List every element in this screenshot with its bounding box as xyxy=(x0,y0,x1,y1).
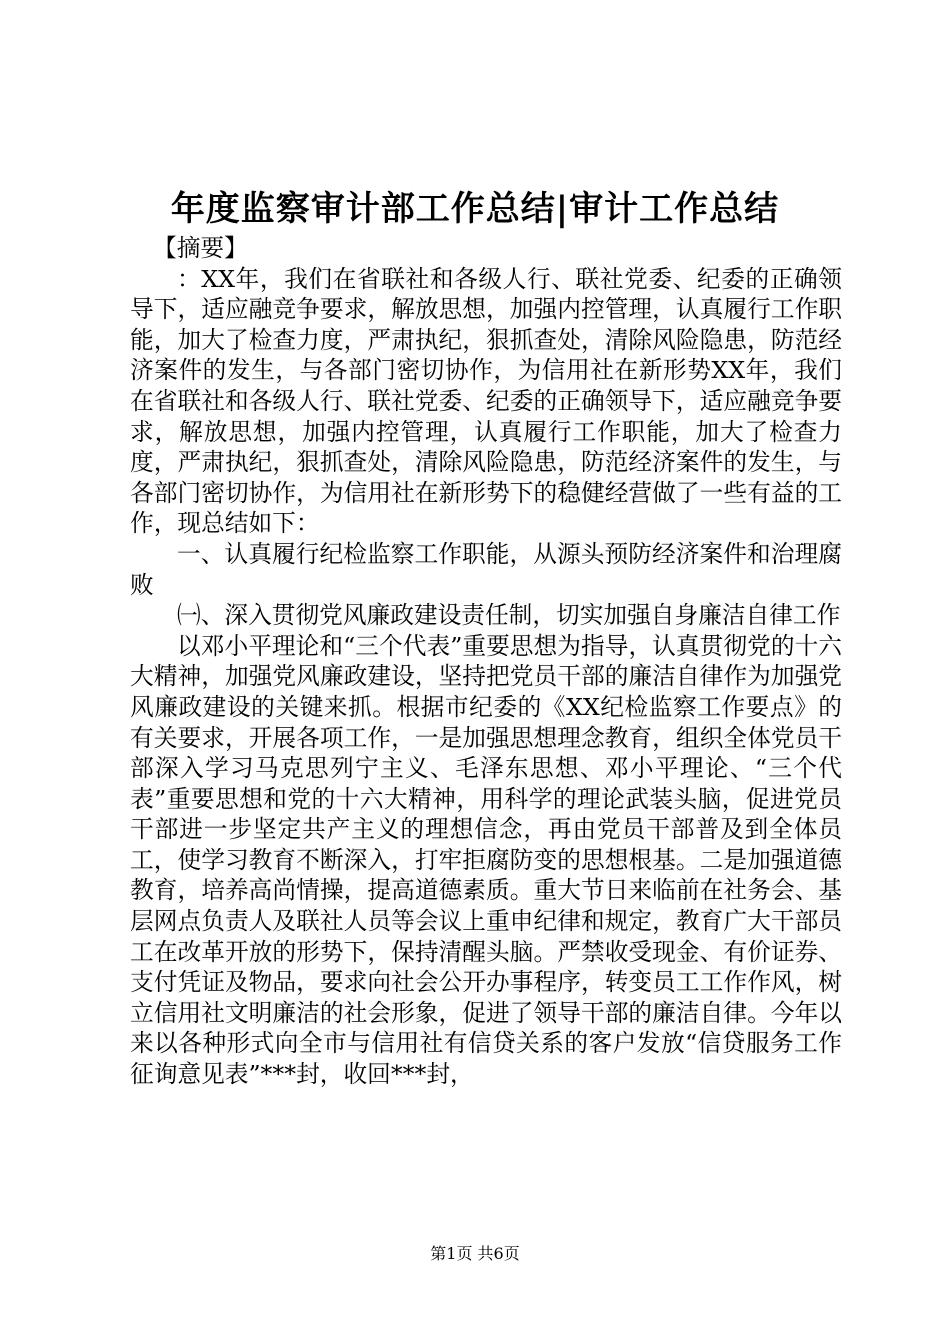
paragraph-summary: ：XX年，我们在省联社和各级人行、联社党委、纪委的正确领导下，适应融竞争要求，解放思想，加强内控管理，认真履行工作职能，加大了检查力度，严肃执纪，狠抓查处，清除风险隐患，防范经济案件的发生，与各部门密切协作，为信用社在新形势XX年，我们在省联社和各级人行、联社党委、纪委的正确领导下，适应融竞争要求，解放思想，加强内控管理，认真履行工作职能，加大了检查力度，严肃执纪，狠抓查处，清除风险隐患，防范经济案件的发生，与各部门密切协作，为信用社在新形势下的稳健经营做了一些有益的工作，现总结如下： xyxy=(130,264,842,538)
subsection-heading-1: ㈠、深入贯彻党风廉政建设责任制，切实加强自身廉洁自律工作 xyxy=(177,601,841,630)
page-footer: 第1页 共6页 xyxy=(430,1244,520,1263)
document-body xyxy=(130,233,842,1090)
abstract-label: 【摘要】 xyxy=(153,234,248,262)
paragraph-body: 以邓小平理论和“三个代表”重要思想为指导，认真贯彻党的十六大精神，加强党风廉政建设，坚持把党员干部的廉洁自律作为加强党风廉政建设的关键来抓。根据市纪委的《XX纪检监察工作要点》的有关要求，开展各项工作，一是加强思想理念教育，组织全体党员干部深入学习马克思列宁主义、毛泽东思想、邓小平理论、“三个代表”重要思想和党的十六大精神，用科学的理论武装头脑，促进党员干部进一步坚定共产主义的理想信念，再由党员干部普及到全体员工，使学习教育不断深入，打牢拒腐防变的思想根基。二是加强道德教育，培养高尚情操，提高道德素质。重大节日来临前在社务会、基层网点负责人及联社人员等会议上重申纪律和规定，教育广大干部员工在改革开放的形势下，保持清醒头脑。严禁收受现金、有价证券、支付凭证及物品，要求向社会公开办事程序，转变员工工作作风，树立信用社文明廉洁的社会形象，促进了领导干部的廉洁自律。今年以来以各种形式向全市与信用社有信贷关系的客户发放“信贷服务工作征询意见表”***封，收回***封， xyxy=(130,631,842,1089)
document-title: 年度监察审计部工作总结|审计工作总结 xyxy=(170,189,780,229)
section-heading-1: 一、认真履行纪检监察工作职能，从源头预防经济案件和治理腐败 xyxy=(130,539,842,599)
